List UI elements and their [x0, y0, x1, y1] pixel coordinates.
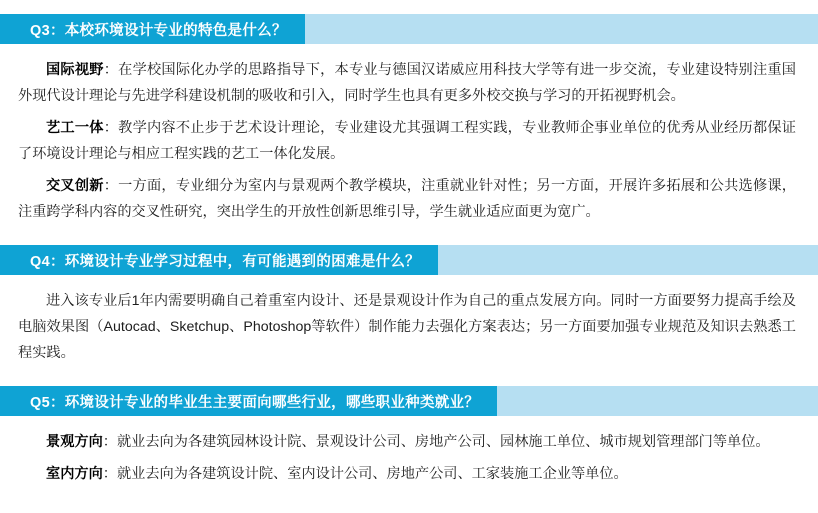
- answer-lead-q5-1: 景观方向: [46, 434, 103, 450]
- answer-paragraph-q5-1: [0, 429, 818, 455]
- question-heading-q4: Q4：环境设计专业学习过程中，有可能遇到的困难是什么？: [0, 245, 438, 275]
- top-spacer: [0, 0, 818, 14]
- answer-paragraph-q3-3: [0, 173, 818, 225]
- answer-lead-q3-2: 艺工一体: [46, 120, 104, 136]
- answer-text-q5-1: ：就业去向为各建筑园林设计院、景观设计公司、房地产公司、园林施工单位、城市规划管理部门等单位。: [102, 434, 770, 450]
- answer-text-q5-2: ：就业去向为各建筑设计院、室内设计公司、房地产公司、工家装施工企业等单位。: [102, 466, 628, 482]
- question-bar-tail-q5: [497, 386, 818, 416]
- question-bar-tail-q4: [438, 245, 818, 275]
- answer-paragraph-q3-1: [0, 57, 818, 109]
- answer-text-q3-1: ：在学校国际化办学的思路指导下，本专业与德国汉诺威应用科技大学等有进一步交流，专业建设特别注重国外现代设计理论与先进学科建设机制的吸收和引入，同时学生也具有更多外校交换与学习的开拓视野机会。: [18, 62, 796, 104]
- spacer-q3-q4: [0, 225, 818, 245]
- question-heading-q3: Q3：本校环境设计专业的特色是什么？: [0, 14, 305, 44]
- answer-block-q4: [0, 275, 818, 366]
- answer-lead-q3-3: 交叉创新: [46, 178, 104, 194]
- answer-paragraph-q4-1: [0, 288, 818, 366]
- answer-text-q4-1: 进入该专业后1年内需要明确自己着重室内设计、还是景观设计作为自己的重点发展方向。同时一方面要努力提高手绘及电脑效果图（Autocad、Sketchup、Photoshop等软件）制作能力去强化方案表达；另一方面要加强专业规范及知识去熟悉工程实践。: [18, 293, 796, 361]
- answer-block-q3: [0, 44, 818, 225]
- answer-lead-q5-2: 室内方向: [46, 466, 103, 482]
- answer-lead-q3-1: 国际视野: [46, 62, 104, 78]
- question-bar-q4: [0, 245, 818, 275]
- answer-paragraph-q3-2: [0, 115, 818, 167]
- answer-text-q3-3: ：一方面，专业细分为室内与景观两个教学模块，注重就业针对性；另一方面，开展许多拓展和公共选修课，注重跨学科内容的交叉性研究，突出学生的开放性创新思维引导，学生就业适应面更为宽广。: [18, 178, 796, 220]
- question-bar-q5: [0, 386, 818, 416]
- answer-text-q3-2: ：教学内容不止步于艺术设计理论，专业建设尤其强调工程实践，专业教师企事业单位的优秀从业经历都保证了环境设计理论与相应工程实践的艺工一体化发展。: [18, 120, 796, 162]
- answer-block-q5: [0, 416, 818, 487]
- spacer-q4-q5: [0, 366, 818, 386]
- question-bar-q3: [0, 14, 818, 44]
- question-heading-q5: Q5：环境设计专业的毕业生主要面向哪些行业，哪些职业种类就业？: [0, 386, 497, 416]
- answer-paragraph-q5-2: [0, 461, 818, 487]
- question-bar-tail-q3: [305, 14, 818, 44]
